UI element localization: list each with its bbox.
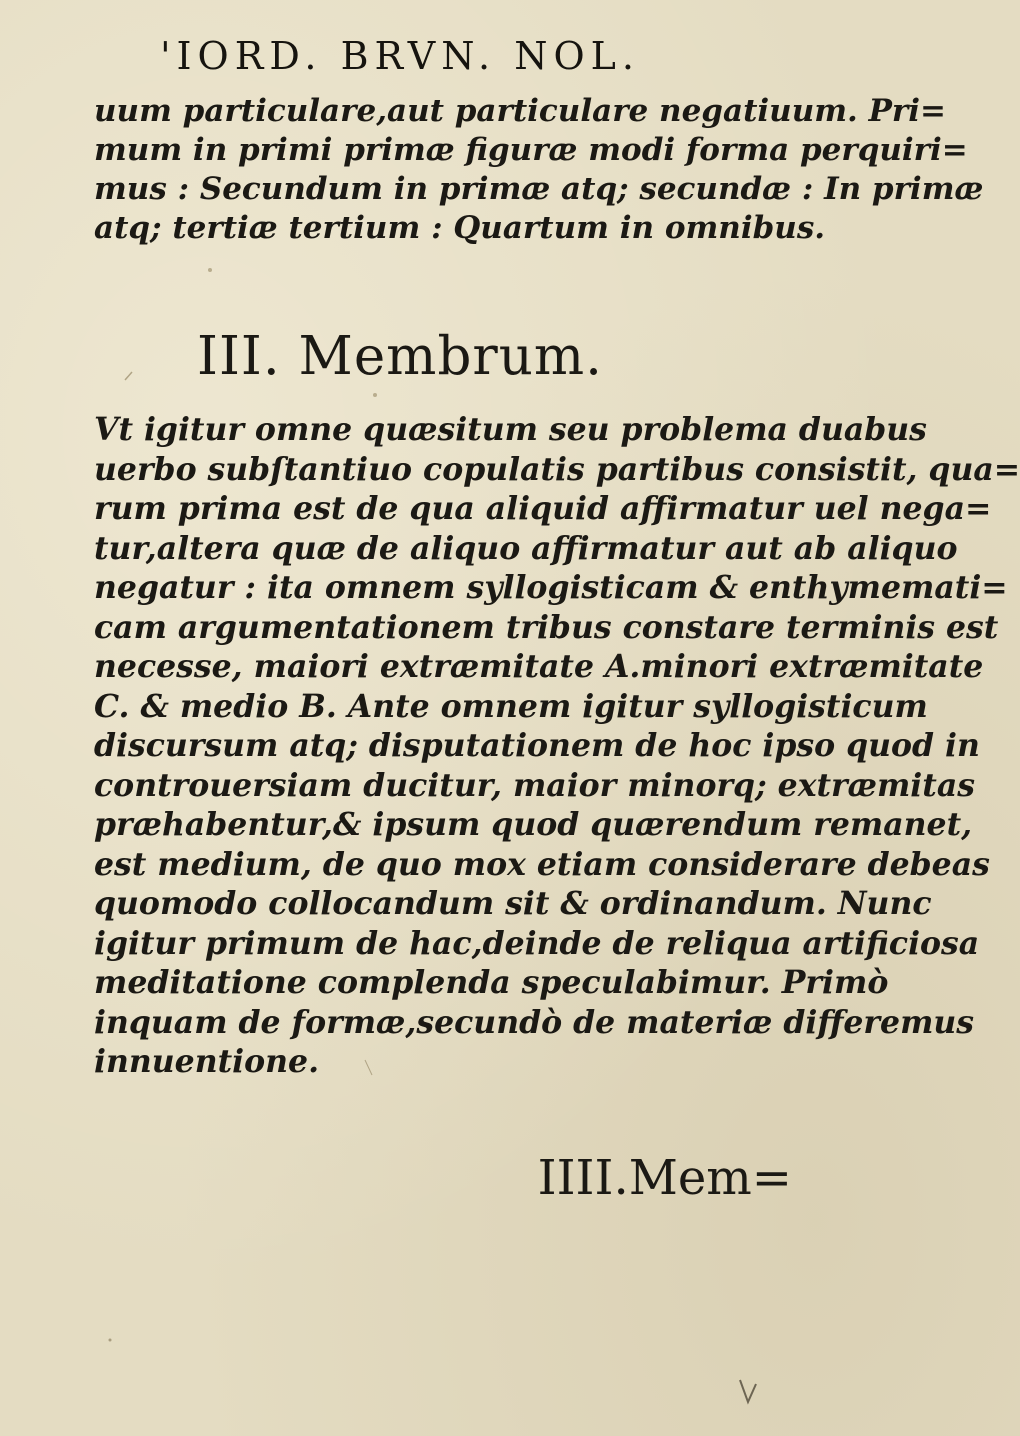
- text-line: meditatione complenda speculabimur. Primò: [94, 964, 889, 1001]
- text-line: inquam de formæ,secundò de materiæ differemus: [94, 1003, 975, 1041]
- text-line: innuentione.: [94, 1043, 320, 1080]
- text-line: præhabentur,& ipsum quod quærendum remanet,: [94, 806, 973, 843]
- section-heading: III. Membrum.: [197, 326, 603, 387]
- text-line: igitur primum de hac,deinde de reliqua artificiosa: [94, 924, 980, 962]
- text-line: negatur : ita omnem syllogisticam & enthymemati=: [94, 569, 1008, 606]
- text-line: uum particulare,aut particulare negatiuum. Pri=: [94, 93, 947, 129]
- text-line: uerbo subſtantiuo copulatis partibus consistit, qua=: [94, 450, 1020, 488]
- text-line: cam argumentationem tribus constare terminis est: [94, 608, 999, 646]
- catchword: IIII.Mem=: [537, 1150, 792, 1206]
- text-line: mus : Secundum in primæ atq; secundæ : In primæ: [94, 171, 984, 207]
- text-line: discursum atq; disputationem de hoc ipso quod in: [94, 727, 980, 764]
- text-line: tur,altera quæ de aliquo affirmatur aut ab aliquo: [94, 529, 958, 567]
- paragraph-main: [94, 410, 1020, 1082]
- text-line: mum in primi primæ figuræ modi forma perquiri=: [94, 132, 968, 168]
- text-line: est medium, de quo mox etiam considerare debeas: [94, 845, 990, 883]
- text-line: quomodo collocandum sit & ordinandum. Nunc: [94, 885, 932, 922]
- text-line: C. & medio B. Ante omnem igitur syllogisticum: [94, 687, 928, 725]
- paragraph-continuation: [94, 92, 984, 248]
- text-line: atq; tertiæ tertium : Quartum in omnibus.: [94, 210, 826, 246]
- text-line: controuersiam ducitur, maior minorq; extræmitas: [94, 766, 975, 804]
- running-header: 'IORD. BRVN. NOL.: [160, 34, 640, 78]
- text-line: Vt igitur omne quæsitum seu problema duabus: [94, 411, 927, 448]
- text-line: rum prima est de qua aliquid affirmatur uel nega=: [94, 490, 992, 527]
- text-line: necesse, maiori extræmitate A.minori extræmitate: [94, 648, 984, 685]
